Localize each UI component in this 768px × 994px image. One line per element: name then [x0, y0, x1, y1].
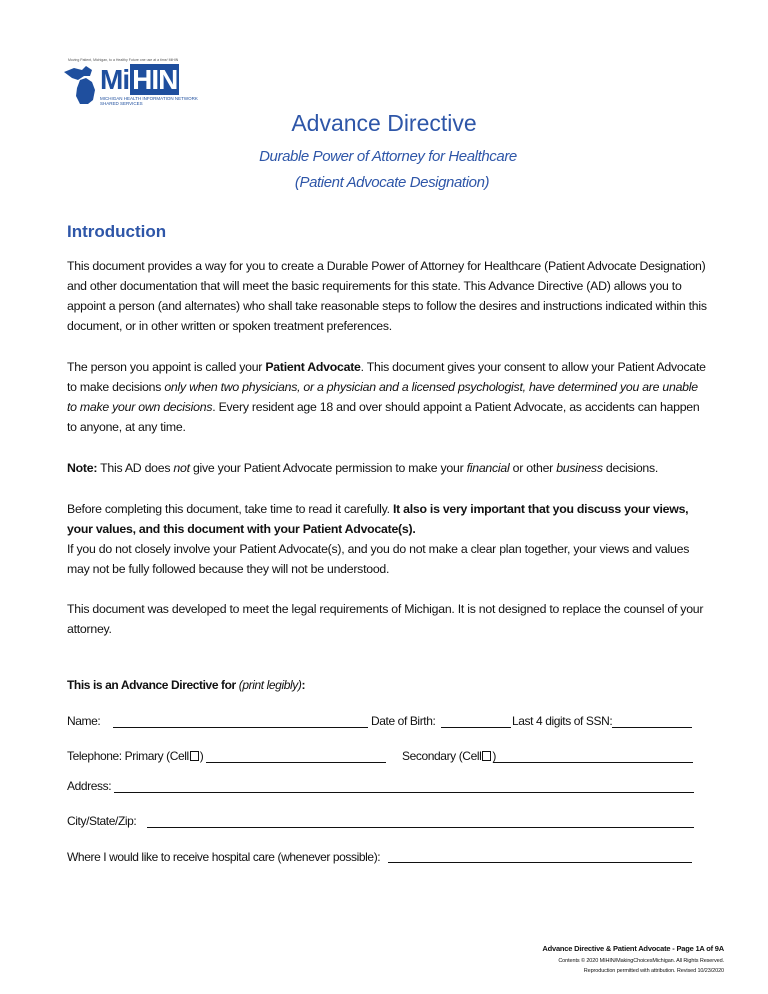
- primary-cell-checkbox[interactable]: [190, 751, 199, 761]
- city-state-zip-label: City/State/Zip:: [67, 814, 137, 828]
- note-business-italic: business: [556, 461, 603, 475]
- form-heading-colon: :: [301, 678, 306, 692]
- ssn-field[interactable]: [612, 727, 692, 728]
- note-text-h: decisions.: [602, 461, 659, 475]
- intro-paragraph-2: [67, 357, 707, 437]
- note-text-d: give your Patient Advocate permission to make your: [189, 461, 467, 475]
- mihin-logo: [62, 58, 198, 110]
- logo-hin: HIN: [132, 64, 178, 95]
- ssn-label: Last 4 digits of SSN:: [512, 714, 613, 728]
- city-state-zip-field[interactable]: [147, 827, 694, 828]
- logo-org-name: [100, 96, 198, 106]
- footer-page-info: Advance Directive & Patient Advocate - Page 1A of 9A: [542, 944, 724, 953]
- note-not-italic: not: [173, 461, 190, 475]
- intro-paragraph-1: This document provides a way for you to create a Durable Power of Attorney for Healthcare (Patient Advocate Designation) and other documentation that will meet the basic requirements for this state. This Advance Directive (AD) allows you to appoint a person (and alternates) who shall take reasonable steps to follow the desires and instructions indicated within this document, or in other written or spoken treatment preferences.: [67, 259, 707, 333]
- phone-primary-label: [67, 749, 203, 763]
- dob-field[interactable]: [441, 727, 511, 728]
- document-title: Advance Directive: [291, 110, 477, 136]
- phone-secondary-paren: ): [492, 749, 496, 763]
- p2-condition-italic: only when two physicians, or a physician and a licensed psychologist, have determined you are unable to make your own decisions: [67, 380, 698, 414]
- phone-primary-paren: ): [199, 749, 204, 763]
- note-label: Note:: [67, 461, 98, 475]
- form-heading-text: This is an Advance Directive for: [67, 678, 239, 692]
- p2-patient-advocate-bold: Patient Advocate: [265, 360, 361, 374]
- p2-text-e: . Every resident age 18 and over should appoint a Patient Advocate, as accidents can happen to anyone, at any time.: [67, 400, 700, 434]
- address-field[interactable]: [114, 792, 694, 793]
- intro-note: [67, 458, 707, 478]
- name-label: Name:: [67, 714, 101, 728]
- note-financial-italic: financial: [466, 461, 510, 475]
- logo-org-line2: SHARED SERVICES: [100, 101, 143, 106]
- phone-primary-label-text: Telephone: Primary (Cell: [67, 749, 189, 763]
- note-text-b: This AD does: [97, 461, 174, 475]
- logo-tagline: Moving Patient, Michigan, to a Healthy Future one use at a time/ MiHIN: [68, 58, 179, 62]
- footer-reproduction: Reproduction permitted with attribution. Revised 10/23/2020: [583, 968, 724, 974]
- intro-paragraph-4: [67, 499, 707, 579]
- logo-org-line1: MICHIGAN HEALTH INFORMATION NETWORK: [100, 96, 198, 101]
- phone-secondary-label: [402, 749, 496, 763]
- phone-primary-field[interactable]: [206, 762, 386, 763]
- p4-text-c: If you do not closely involve your Patient Advocate(s), and you do not make a clear plan together, your views and values may not be fully followed because they will not be understood.: [67, 542, 690, 576]
- footer-copyright: Contents © 2020 MIHIN/MakingChoicesMichigan. All Rights Reserved.: [558, 958, 724, 964]
- address-label: Address:: [67, 779, 112, 793]
- form-heading: [67, 678, 305, 692]
- p2-text-c: . This document gives your consent to allow your Patient Advocate to make decisions: [67, 360, 706, 394]
- p2-text-a: The person you appoint is called your: [67, 360, 266, 374]
- note-text-f: or other: [509, 461, 557, 475]
- hospital-preference-label: Where I would like to receive hospital care (whenever possible):: [67, 850, 381, 864]
- introduction-heading: Introduction: [67, 222, 167, 241]
- intro-paragraph-5: This document was developed to meet the legal requirements of Michigan. It is not designed to replace the counsel of your attorney.: [67, 602, 704, 636]
- michigan-state-icon: [62, 62, 100, 106]
- phone-secondary-field[interactable]: [493, 762, 693, 763]
- document-subtitle: Durable Power of Attorney for Healthcare: [259, 148, 517, 165]
- hospital-preference-field[interactable]: [388, 862, 692, 863]
- dob-label: Date of Birth:: [371, 714, 436, 728]
- logo-mi: Mi: [100, 64, 130, 95]
- phone-secondary-label-text: Secondary (Cell: [402, 749, 482, 763]
- logo-wordmark: [100, 64, 179, 96]
- name-field[interactable]: [113, 727, 368, 728]
- secondary-cell-checkbox[interactable]: [482, 751, 491, 761]
- p4-text-a: Before completing this document, take time to read it carefully.: [67, 502, 393, 516]
- document-subtitle-parenthetical: (Patient Advocate Designation): [294, 174, 490, 191]
- p4-discuss-bold: It also is very important that you discuss your views, your values, and this document with your Patient Advocate(s).: [67, 502, 689, 536]
- form-heading-note: (print legibly): [238, 678, 302, 692]
